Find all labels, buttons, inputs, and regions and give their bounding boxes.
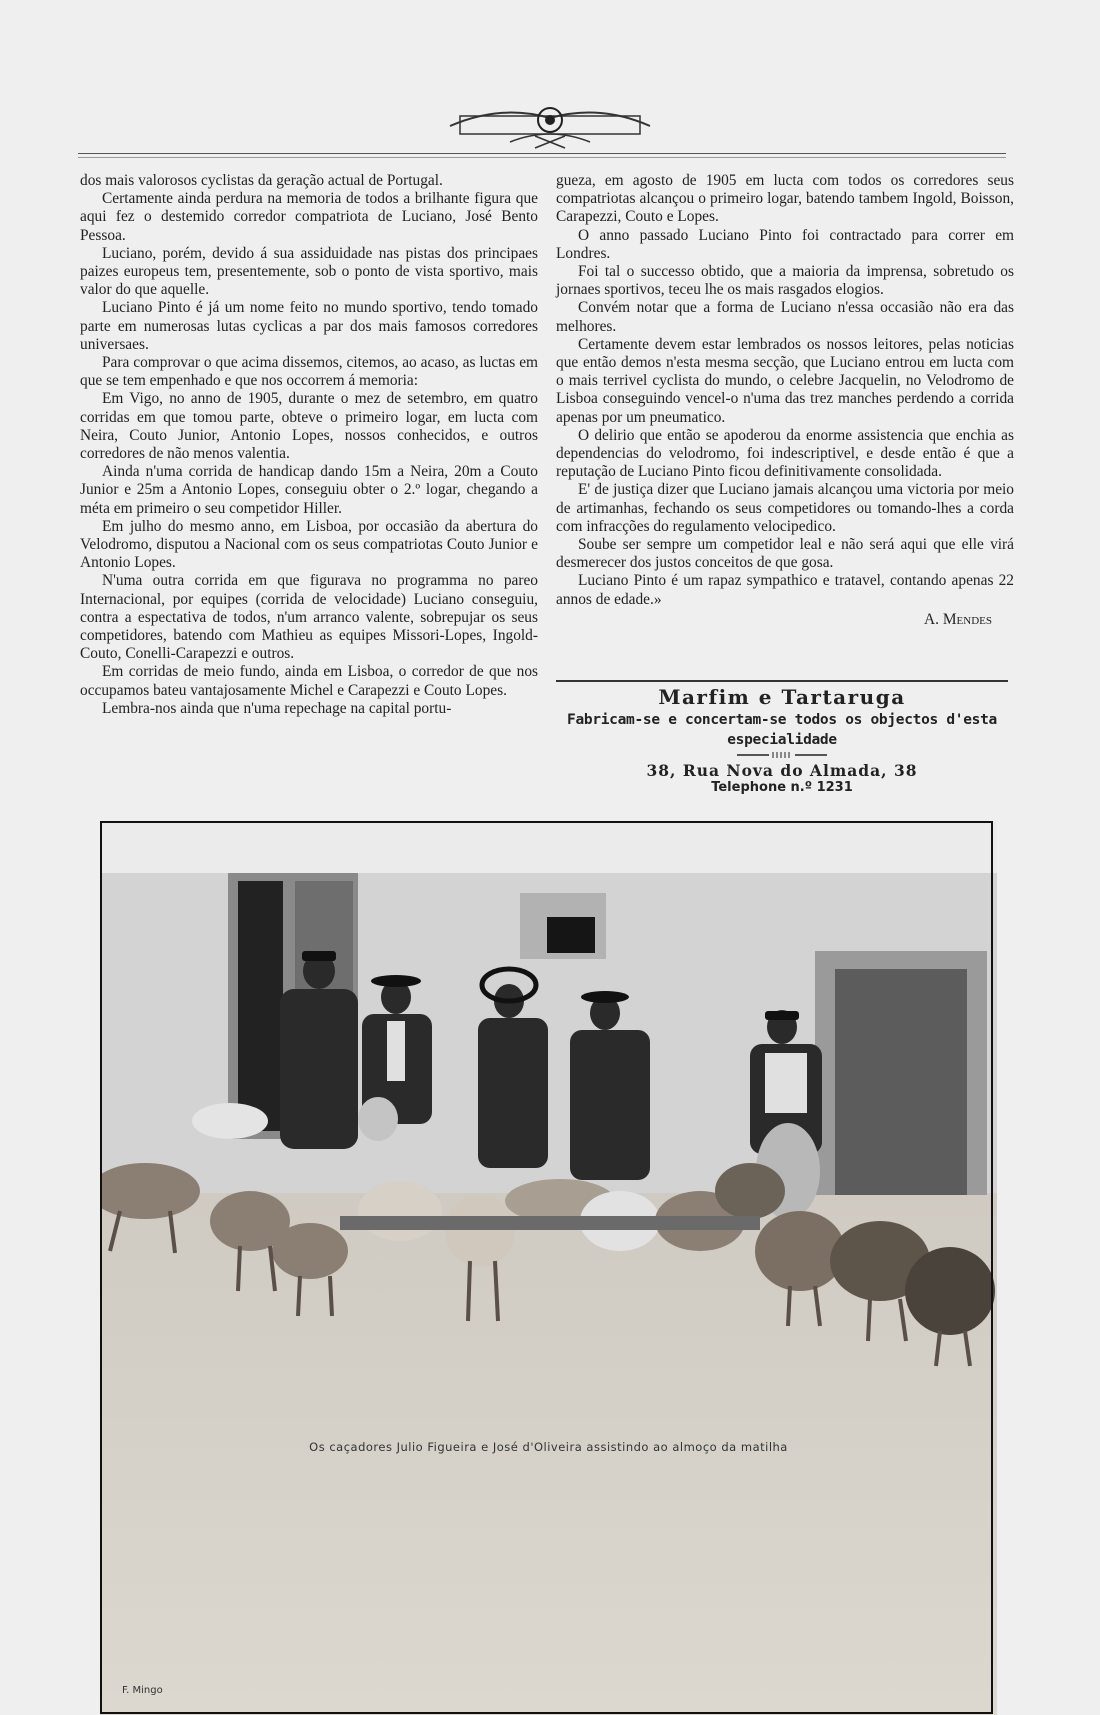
advert-title: Marfim e Tartaruga — [658, 685, 906, 709]
photographer-mark: F. Mingo — [122, 1685, 163, 1696]
paragraph: Para comprovar o que acima dissemos, citemos, ao acaso, as luctas em que se tem empenhado e que nos occorrem á memoria: — [80, 354, 538, 390]
masthead-logo — [440, 96, 660, 152]
photo-border — [100, 821, 993, 1714]
paragraph: E' de justiça dizer que Luciano jamais alcançou uma victoria por meio de artimanhas, fechando os seus competidores ou tomando-lhes a corda com infracções do regulamento velocipedico. — [556, 481, 1014, 535]
photo-caption: Os caçadores Julio Figueira e José d'Oliveira assistindo ao almoço da matilha — [309, 1440, 788, 1454]
paragraph: Luciano Pinto é um rapaz sympathico e tratavel, contando apenas 22 annos de edade.» — [556, 572, 1014, 608]
author-signature: A. Mendes — [924, 610, 992, 628]
paragraph: Convém notar que a forma de Luciano n'essa occasião não era das melhores. — [556, 299, 1014, 335]
paragraph: Lembra-nos ainda que n'uma repechage na capital portu- — [102, 699, 452, 717]
paragraph: Em julho do mesmo anno, em Lisboa, por occasião da abertura do Velodromo, disputou a Nacional com os seus compatriotas Couto Junior e Antonio Lopes. — [80, 517, 538, 572]
paragraph: N'uma outra corrida em que figurava no programma no pareo Internacional, por equipes (corrida de velocidade) Luciano conseguiu, contra a espectativa de todos, n'um arranco valente, sobrepujar os seus competidores, batendo com Mathieu as equipes Missori-Lopes, Ingold-Couto, Conelli-Carapezzi e outros. — [80, 572, 538, 663]
paragraph: Luciano, porém, devido á sua assiduidade nas pistas dos principaes paizes europeus tem, presentemente, sob o ponto de vista sportivo, mais valor do que aquelle. — [80, 244, 538, 299]
header-rule-thin — [78, 157, 1006, 158]
paragraph: gueza, em agosto de 1905 em lucta com todos os corredores seus compatriotas alcançou o primeiro logar, batendo tambem Ingold, Boisson, Carapezzi, Couto e Lopes. — [556, 172, 1014, 226]
advertisement — [556, 684, 1008, 796]
paragraph: Certamente ainda perdura na memoria de todos a brilhante figura que aqui fez o destemido corredor compatriota de Luciano, José Bento Pessoa. — [80, 190, 538, 244]
paragraph: Em corridas de meio fundo, ainda em Lisboa, o corredor de que nos occupamos bateu vantajosamente Michel e Carapezzi e Couto Lopes. — [80, 663, 538, 699]
paragraph: dos mais valorosos cyclistas da geração actual de Portugal. — [80, 172, 443, 189]
advert-address: 38, Rua Nova do Almada, 38 — [646, 761, 918, 780]
advert-telephone: Telephone n.º 1231 — [711, 780, 853, 795]
header-rule — [78, 153, 1006, 154]
article-right-column — [556, 172, 1014, 629]
masthead-emblem-icon — [440, 96, 660, 152]
article-left-column — [80, 172, 538, 718]
paragraph: O anno passado Luciano Pinto foi contractado para correr em Londres. — [556, 226, 1014, 262]
paragraph: O delirio que então se apoderou da enorme assistencia que enchia as dependencias do velodromo, foi indescriptivel, e desde então é que a reputação de Luciano Pinto ficou definitivamente consolidada. — [556, 426, 1014, 481]
paragraph: Luciano Pinto é já um nome feito no mundo sportivo, tendo tomado parte em numerosas lutas cyclicas a par dos mais famosos corredores universaes. — [80, 299, 538, 353]
advert-line: Fabricam-se e concertam-se todos os objectos d'esta especialidade — [567, 712, 997, 748]
paragraph: Certamente devem estar lembrados os nossos leitores, pelas noticias que então demos n'esta mesma secção, que Luciano entrou em lucta com o mais terrivel cyclista do mundo, o celebre Jacquelin, no Velodromo de Lisboa conseguindo vencel-o n'uma das trez manches perdendo a corrida apenas por um pneumatico. — [556, 335, 1014, 426]
advert-rule — [556, 680, 1008, 682]
ornament-icon — [737, 751, 827, 759]
paragraph: Em Vigo, no anno de 1905, durante o mez de setembro, em quatro corridas em que tomou parte, obteve o primeiro logar, em lucta com Neira, Couto Junior, Antonio Lopes, nossos conhecidos, e outros corredores de não menos valentia. — [80, 390, 538, 463]
paragraph: Foi tal o successo obtido, que a maioria da imprensa, sobretudo os jornaes sportivos, teceu lhe os mais rasgados elogios. — [556, 263, 1014, 299]
paragraph: Ainda n'uma corrida de handicap dando 15m a Neira, 20m a Couto Junior e 25m a Antonio Lopes, conseguiu obter o 2.º logar, chegando a méta em primeiro o seu competidor Hiller. — [80, 463, 538, 517]
paragraph: Soube ser sempre um competidor leal e não será aqui que elle virá desmerecer dos justos conceitos de que gosa. — [556, 536, 1014, 572]
